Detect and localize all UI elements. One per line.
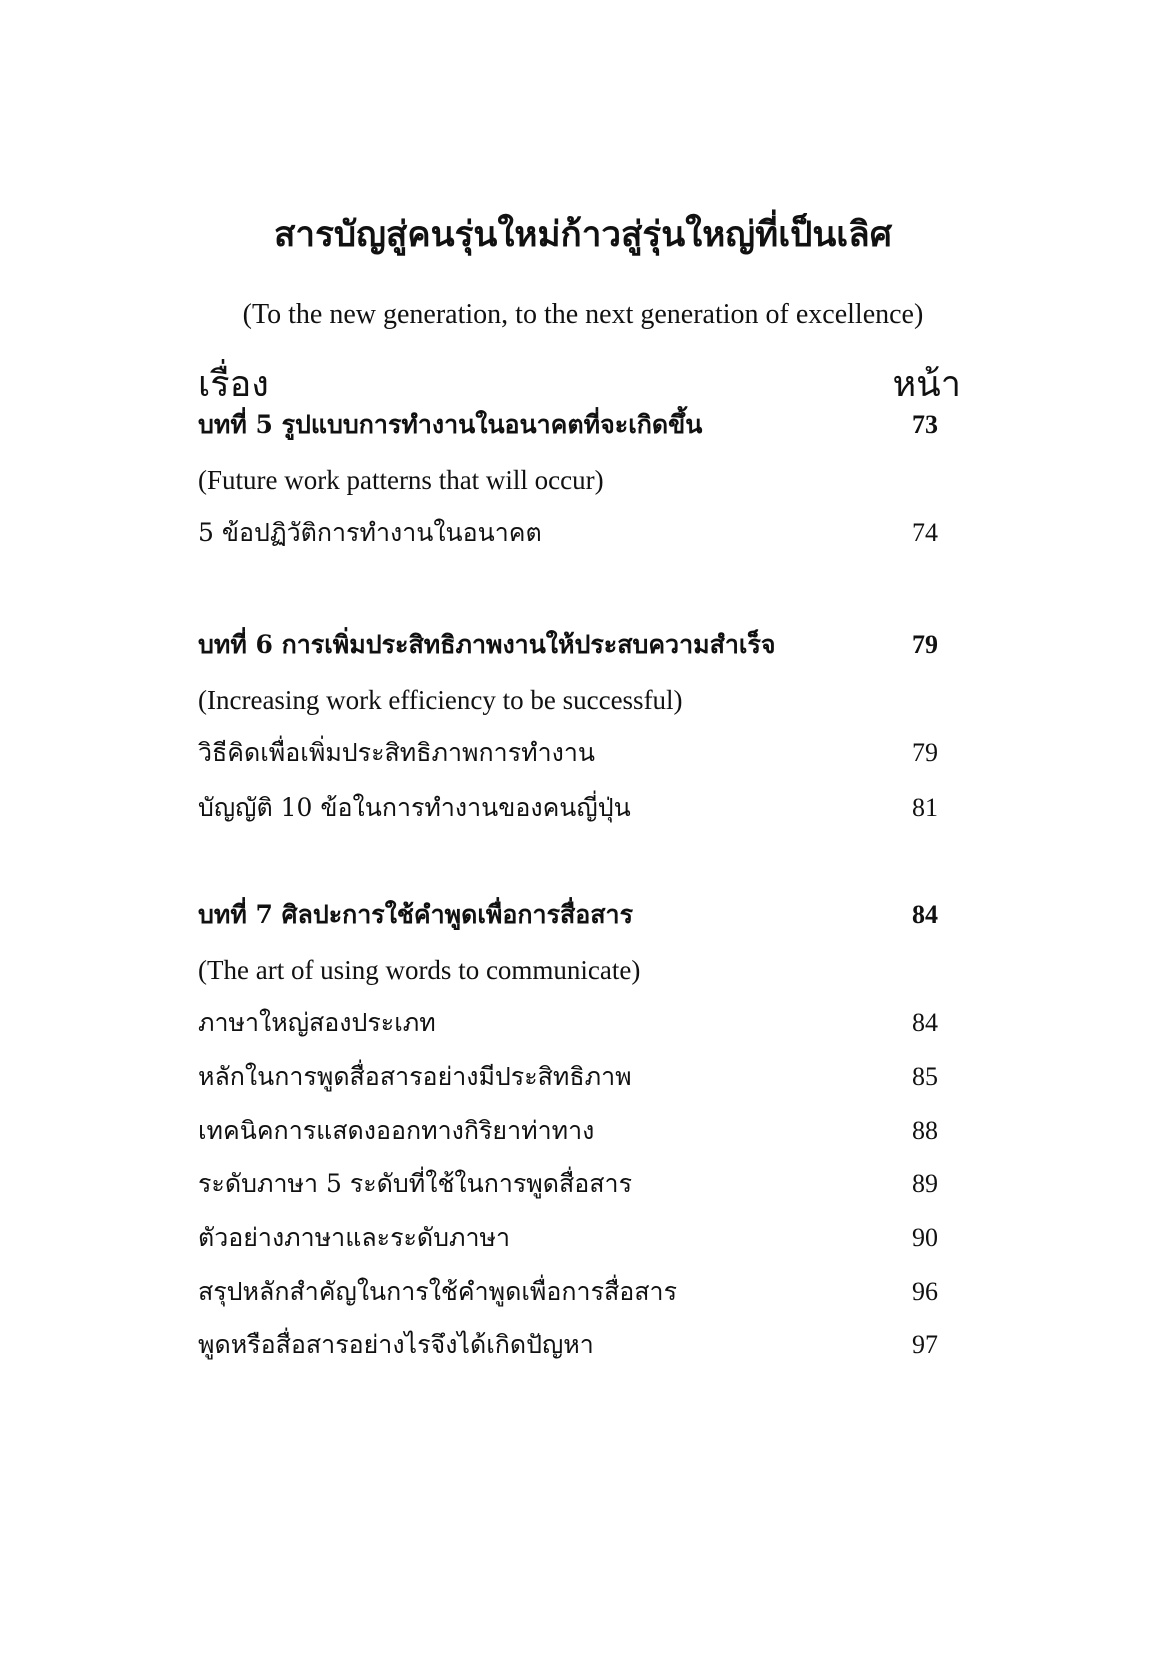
toc-entry [198, 788, 938, 828]
toc-entry [198, 1272, 938, 1312]
topic-column-header: เรื่อง [198, 364, 269, 405]
entry-page-number: 96 [912, 1277, 938, 1306]
toc-chapter-7-english [198, 950, 938, 990]
entry-title: 5 ข้อปฏิวัติการทำงานในอนาคต [198, 518, 542, 547]
toc-entry [198, 1111, 938, 1151]
chapter-title: บทที่ 5 รูปแบบการทำงานในอนาคตที่จะเกิดขึ้น [198, 410, 703, 439]
entry-title: เทคนิคการแสดงออกทางกิริยาท่าทาง [198, 1116, 595, 1145]
chapter-english-title: (The art of using words to communicate) [198, 955, 641, 985]
toc-entry [198, 1325, 938, 1365]
chapter-title: บทที่ 7 ศิลปะการใช้คำพูดเพื่อการสื่อสาร [198, 900, 634, 929]
entry-page-number: 84 [912, 1008, 938, 1037]
chapter-page-number: 73 [912, 410, 938, 439]
entry-title: พูดหรือสื่อสารอย่างไรจึงได้เกิดปัญหา [198, 1330, 594, 1359]
toc-entry [198, 1057, 938, 1097]
entry-page-number: 89 [912, 1169, 938, 1198]
chapter-english-title: (Increasing work efficiency to be successful) [198, 685, 683, 715]
toc-entry [198, 513, 938, 553]
chapter-page-number: 84 [912, 900, 938, 929]
page-title: สารบัญสู่คนรุ่นใหม่ก้าวสู่รุ่นใหญ่ที่เป็นเลิศ [274, 214, 892, 255]
entry-title: สรุปหลักสำคัญในการใช้คำพูดเพื่อการสื่อสาร [198, 1277, 678, 1306]
toc-chapter-6 [198, 625, 938, 665]
chapter-title: บทที่ 6 การเพิ่มประสิทธิภาพงานให้ประสบความสำเร็จ [198, 630, 776, 659]
toc-entry [198, 1164, 938, 1204]
toc-chapter-6-english [198, 680, 938, 720]
entry-title: วิธีคิดเพื่อเพิ่มประสิทธิภาพการทำงาน [198, 738, 595, 767]
toc-chapter-5 [198, 405, 938, 445]
entry-title: บัญญัติ 10 ข้อในการทำงานของคนญี่ปุ่น [198, 793, 631, 822]
entry-page-number: 88 [912, 1116, 938, 1145]
entry-title: ภาษาใหญ่สองประเภท [198, 1008, 436, 1037]
toc-entry [198, 1003, 938, 1043]
entry-page-number: 85 [912, 1062, 938, 1091]
entry-title: ตัวอย่างภาษาและระดับภาษา [198, 1223, 511, 1252]
toc-entry [198, 1218, 938, 1258]
entry-page-number: 74 [912, 518, 938, 547]
page-column-header: หน้า [892, 364, 961, 405]
entry-page-number: 81 [912, 793, 938, 822]
entry-page-number: 97 [912, 1330, 938, 1359]
entry-title: หลักในการพูดสื่อสารอย่างมีประสิทธิภาพ [198, 1062, 632, 1091]
toc-chapter-5-english [198, 460, 938, 500]
chapter-english-title: (Future work patterns that will occur) [198, 465, 604, 495]
entry-page-number: 79 [912, 738, 938, 767]
entry-page-number: 90 [912, 1223, 938, 1252]
entry-title: ระดับภาษา 5 ระดับที่ใช้ในการพูดสื่อสาร [198, 1169, 633, 1198]
chapter-page-number: 79 [912, 630, 938, 659]
page-subtitle: (To the new generation, to the next generation of excellence) [242, 299, 924, 330]
toc-entry [198, 733, 938, 773]
toc-chapter-7 [198, 895, 938, 935]
